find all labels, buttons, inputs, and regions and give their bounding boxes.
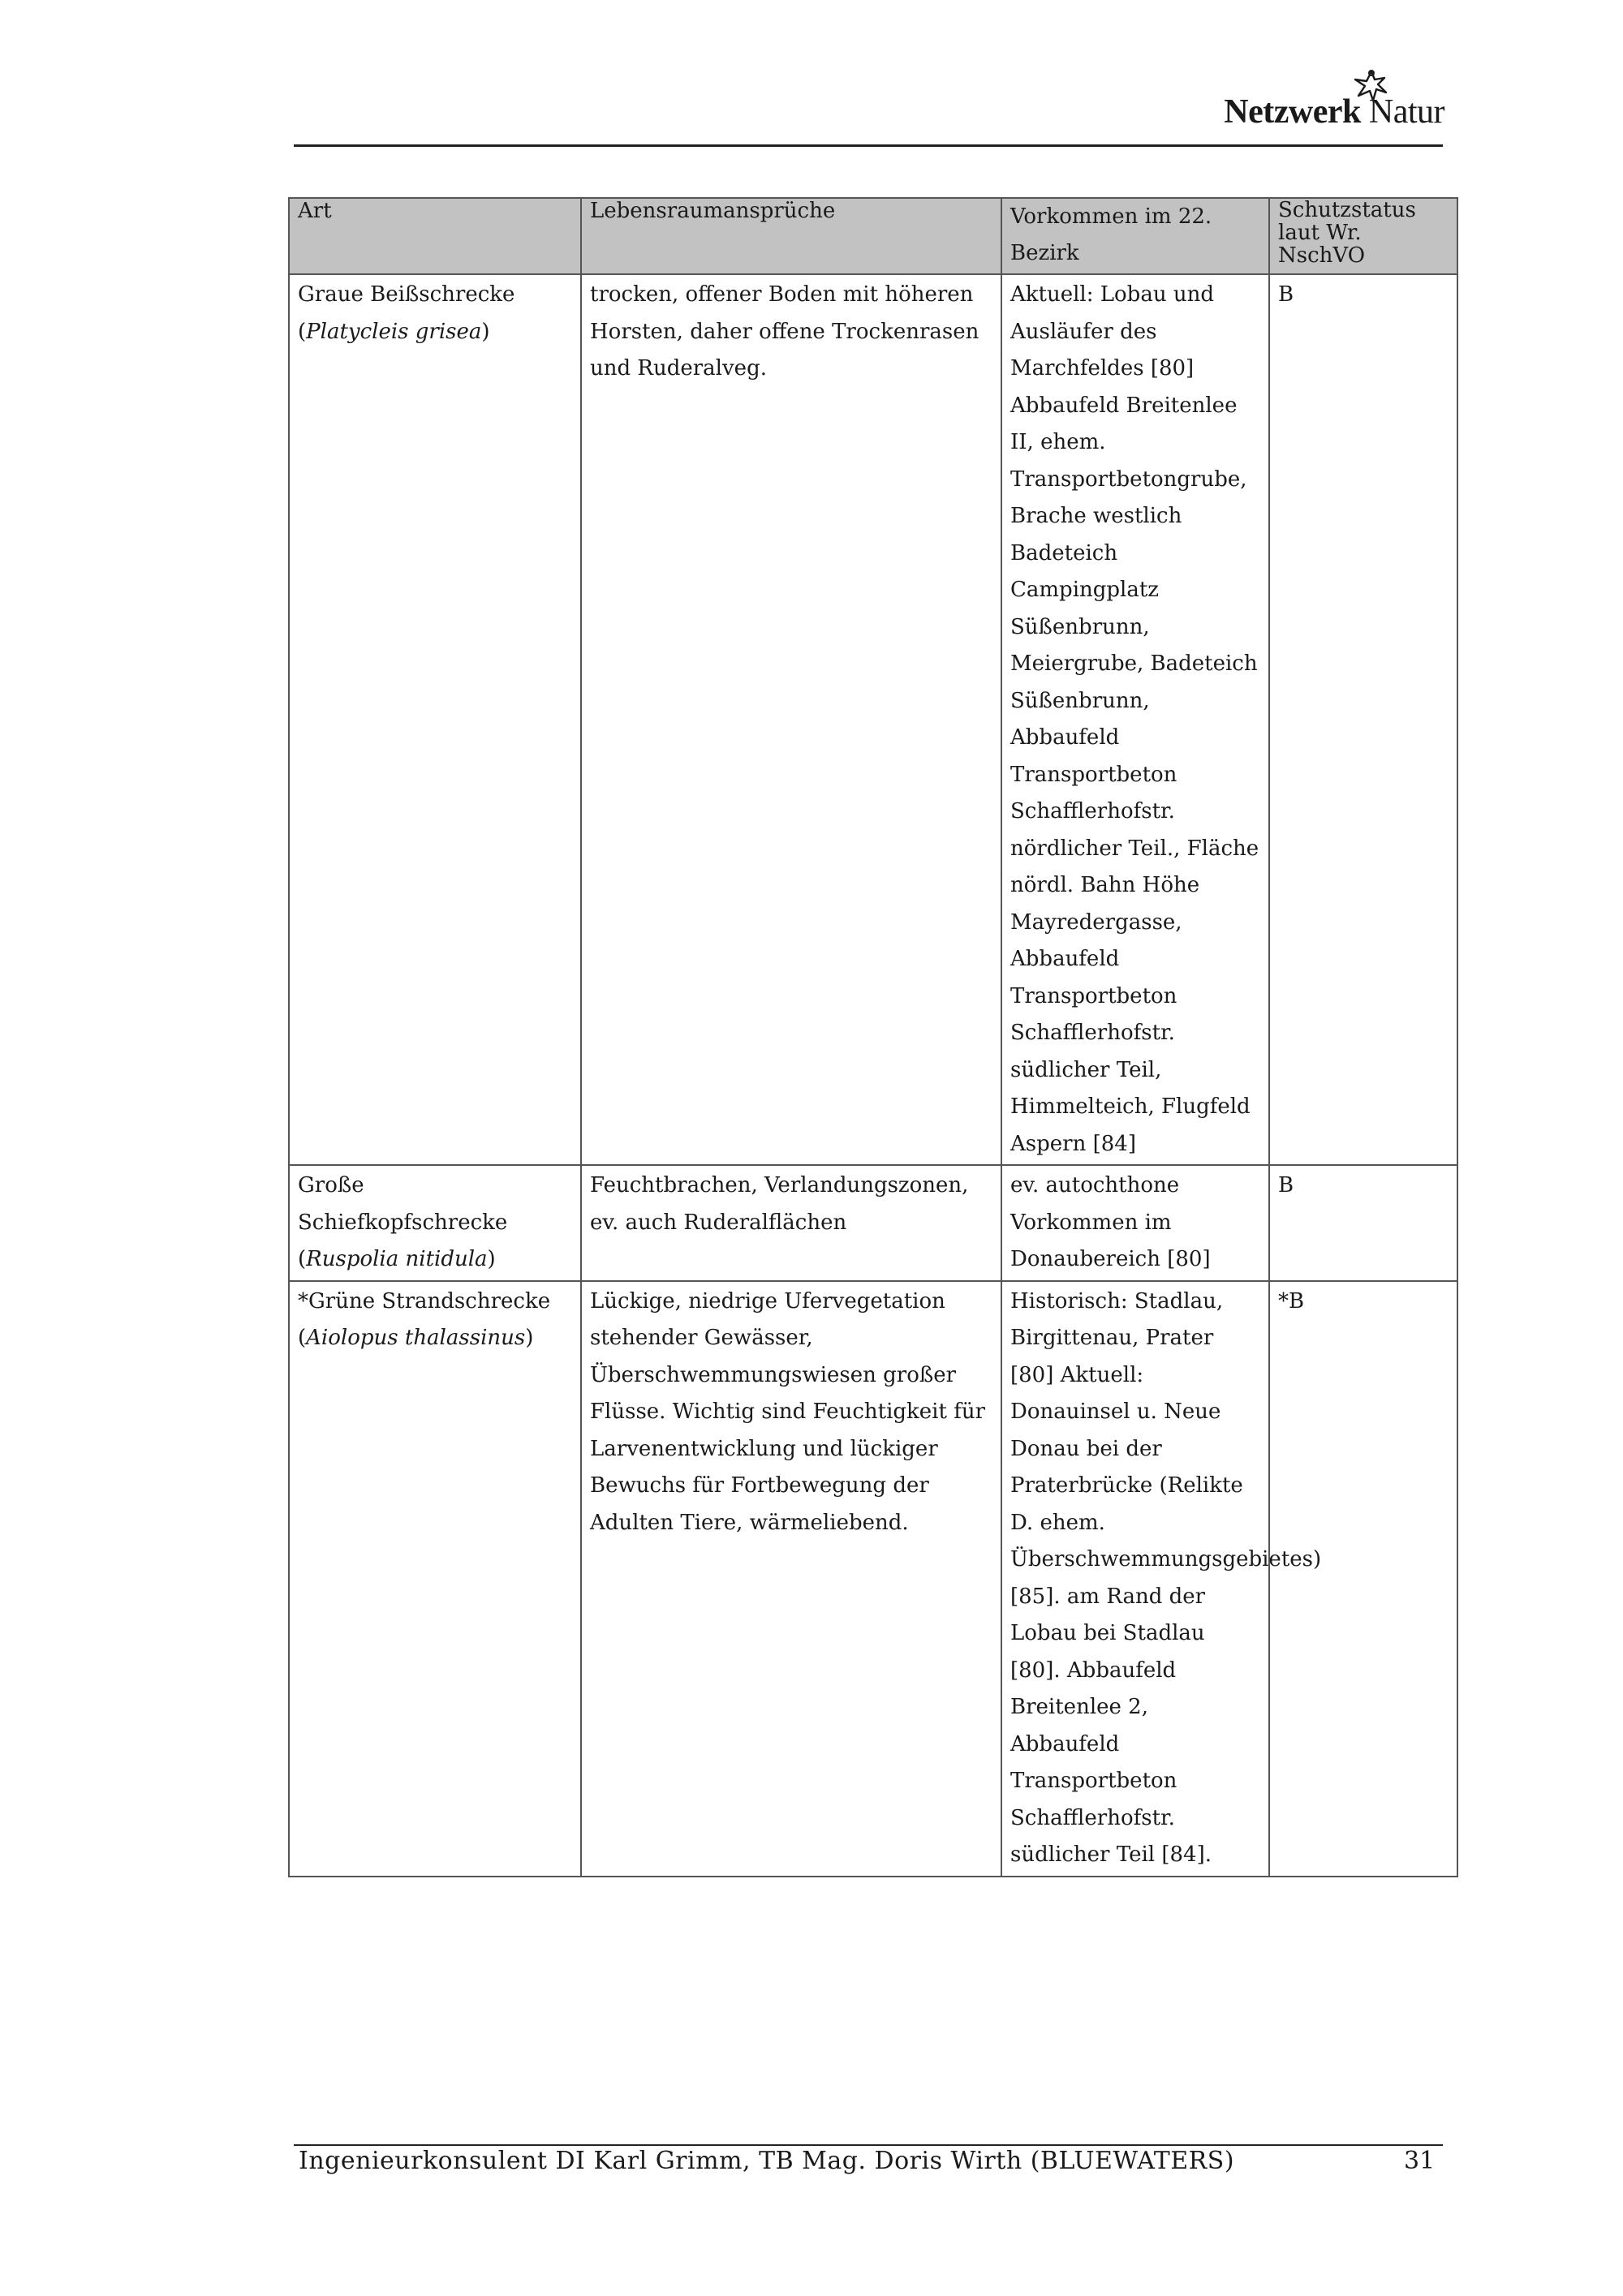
footer-authors: Ingenieurkonsulent DI Karl Grimm, TB Mag. Doris Wirth (BLUEWATERS) (299, 2147, 1235, 2175)
col-header-lebensraum: Lebensraumansprüche (581, 198, 1001, 274)
art-latin-name: Ruspolia nitidula (306, 1247, 488, 1271)
col-header-art: Art (289, 198, 581, 274)
cell-art (289, 274, 581, 1165)
page-number: 31 (1404, 2147, 1436, 2175)
art-latin: (Aiolopus thalassinus) (298, 1326, 534, 1350)
art-latin-name: Platycleis grisea (306, 319, 482, 344)
netzwerk-natur-logo (1169, 65, 1444, 138)
cell-vorkommen: Aktuell: Lobau und Ausläufer des Marchfeldes [80] Abbaufeld Breitenlee II, ehem. Transportbetongrube, Brache westlich Badeteich Campingplatz Süßenbrunn, Meiergrube, Badeteich Süßenbrunn, Abbaufeld Transportbeton Schafflerhofstr. nördlicher Teil., Fläche nördl. Bahn Höhe Mayredergasse, Abbaufeld Transportbeton Schafflerhofstr. südlicher Teil, Himmelteich, Flugfeld Aspern [84] (1001, 274, 1269, 1165)
table-row (289, 1281, 1457, 1877)
cell-schutzstatus: *B (1269, 1281, 1457, 1877)
cell-lebensraum: Feuchtbrachen, Verlandungszonen, ev. auch Ruderalflächen (581, 1165, 1001, 1281)
cell-schutzstatus: B (1269, 274, 1457, 1165)
table-header-row (289, 198, 1457, 274)
col-header-schutzstatus: Schutzstatus laut Wr. NschVO (1269, 198, 1457, 274)
art-latin: (Platycleis grisea) (298, 319, 490, 344)
logo-regular: Natur (1368, 93, 1444, 131)
cell-schutzstatus: B (1269, 1165, 1457, 1281)
table-row (289, 1165, 1457, 1281)
art-latin: (Ruspolia nitidula) (298, 1247, 496, 1271)
logo-bold: Netzwerk (1224, 93, 1361, 131)
art-name: Graue Beißschrecke (298, 282, 515, 307)
table-row (289, 274, 1457, 1165)
footer-rule (294, 2144, 1443, 2146)
species-table (288, 197, 1458, 1877)
col-header-vorkommen-text: Vorkommen im 22. Bezirk (1010, 204, 1212, 265)
col-header-vorkommen (1001, 198, 1269, 274)
cell-art (289, 1281, 581, 1877)
cell-lebensraum: trocken, offener Boden mit höheren Horsten, daher offene Trockenrasen und Ruderalveg. (581, 274, 1001, 1165)
art-name: Große Schiefkopfschrecke (298, 1173, 508, 1235)
art-name: *Grüne Strandschrecke (298, 1288, 551, 1314)
cell-lebensraum: Lückige, niedrige Ufervegetation stehender Gewässer, Überschwemmungswiesen großer Flüsse. Wichtig sind Feuchtigkeit für Larvenentwicklung und lückiger Bewuchs für Fortbewegung der Adulten Tiere, wärmeliebend. (581, 1281, 1001, 1877)
logo-text (1224, 92, 1444, 131)
cell-vorkommen: Historisch: Stadlau, Birgittenau, Prater [80] Aktuell: Donauinsel u. Neue Donau bei der Praterbrücke (Relikte D. ehem. Überschwemmungsgebietes) [85]. am Rand der Lobau bei Stadlau [80]. Abbaufeld Breitenlee 2, Abbaufeld Transportbeton Schafflerhofstr. südlicher Teil [84]. (1001, 1281, 1269, 1877)
cell-art (289, 1165, 581, 1281)
cell-vorkommen: ev. autochthone Vorkommen im Donaubereich [80] (1001, 1165, 1269, 1281)
header-rule (294, 144, 1443, 147)
art-latin-name: Aiolopus thalassinus (306, 1326, 526, 1350)
